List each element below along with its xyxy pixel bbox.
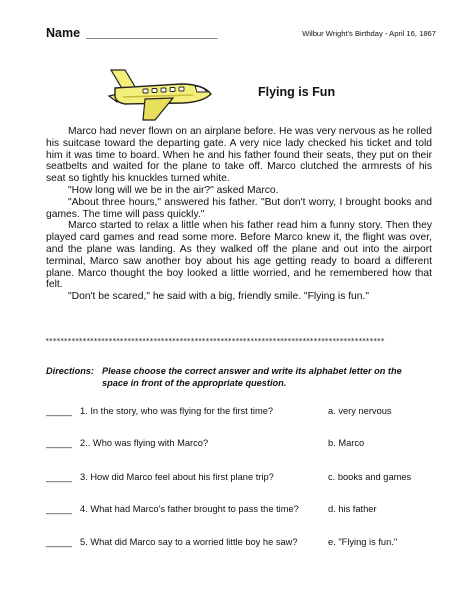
answer-blank[interactable]: _____ [46,537,72,547]
question-row [46,472,436,486]
question-row [46,438,436,452]
directions-text-line1: Please choose the correct answer and write its alphabet letter on the [102,366,402,376]
birthday-note: Wilbur Wright's Birthday - April 16, 1867 [302,29,436,38]
directions-label: Directions: [46,366,94,376]
name-label: Name [46,26,81,40]
question-text: 1. In the story, who was flying for the first time? [80,406,274,416]
airplane-icon [103,66,215,124]
question-text: 2.. Who was flying with Marco? [80,438,209,448]
story-paragraph: Marco started to relax a little when his father read him a funny story. Then they played card games and read some more. Before Marco knew it, the flight was over, and the plane was landing. As they walked off the plane and out into the airport terminal, Marco saw another boy about his age getting ready to board a different plane. Marco thought the boy looked a little worried, and he remembered how that felt. [46,220,432,291]
star-separator: ******************************************************************************************* [45,336,385,345]
answer-choice: c. books and games [328,472,412,482]
story-title: Flying is Fun [258,85,336,99]
answer-choice: b. Marco [328,438,365,448]
name-blank-line[interactable]: ____________________ [86,26,218,40]
answer-blank[interactable]: _____ [46,472,72,482]
answer-blank[interactable]: _____ [46,504,72,514]
question-text: 4. What had Marco's father brought to pass the time? [80,504,299,514]
answer-choice: e. "Flying is fun." [328,537,398,547]
question-row [46,406,436,420]
answer-blank[interactable]: _____ [46,438,72,448]
story-paragraph: Marco had never flown on an airplane before. He was very nervous as he rolled his suitcase toward the departing gate. A very nice lady checked his ticket and told him it was time to board. When he and his father found their seats, they put on their seatbelts and waited for the plane to take off. Marco clutched the armrests of his seat so tightly his knuckles turned white. [46,126,432,185]
directions-text-line2: space in front of the appropriate question. [102,377,287,388]
answer-blank[interactable]: _____ [46,406,72,416]
question-row [46,504,436,518]
story-paragraph: "Don't be scared," he said with a big, friendly smile. "Flying is fun." [68,291,370,303]
answer-choice: a. very nervous [328,406,392,416]
directions-block [46,366,422,389]
question-text: 3. How did Marco feel about his first plane trip? [80,472,274,482]
question-row [46,537,436,551]
worksheet-header [46,24,436,44]
answer-choice: d. his father [328,504,377,514]
story-paragraph: "About three hours," answered his father. "But don't worry, I brought books and games. The time will pass quickly." [46,196,432,220]
question-text: 5. What did Marco say to a worried little boy he saw? [80,537,298,547]
story-text [46,126,432,303]
story-paragraph: "How long will we be in the air?" asked Marco. [68,184,279,196]
